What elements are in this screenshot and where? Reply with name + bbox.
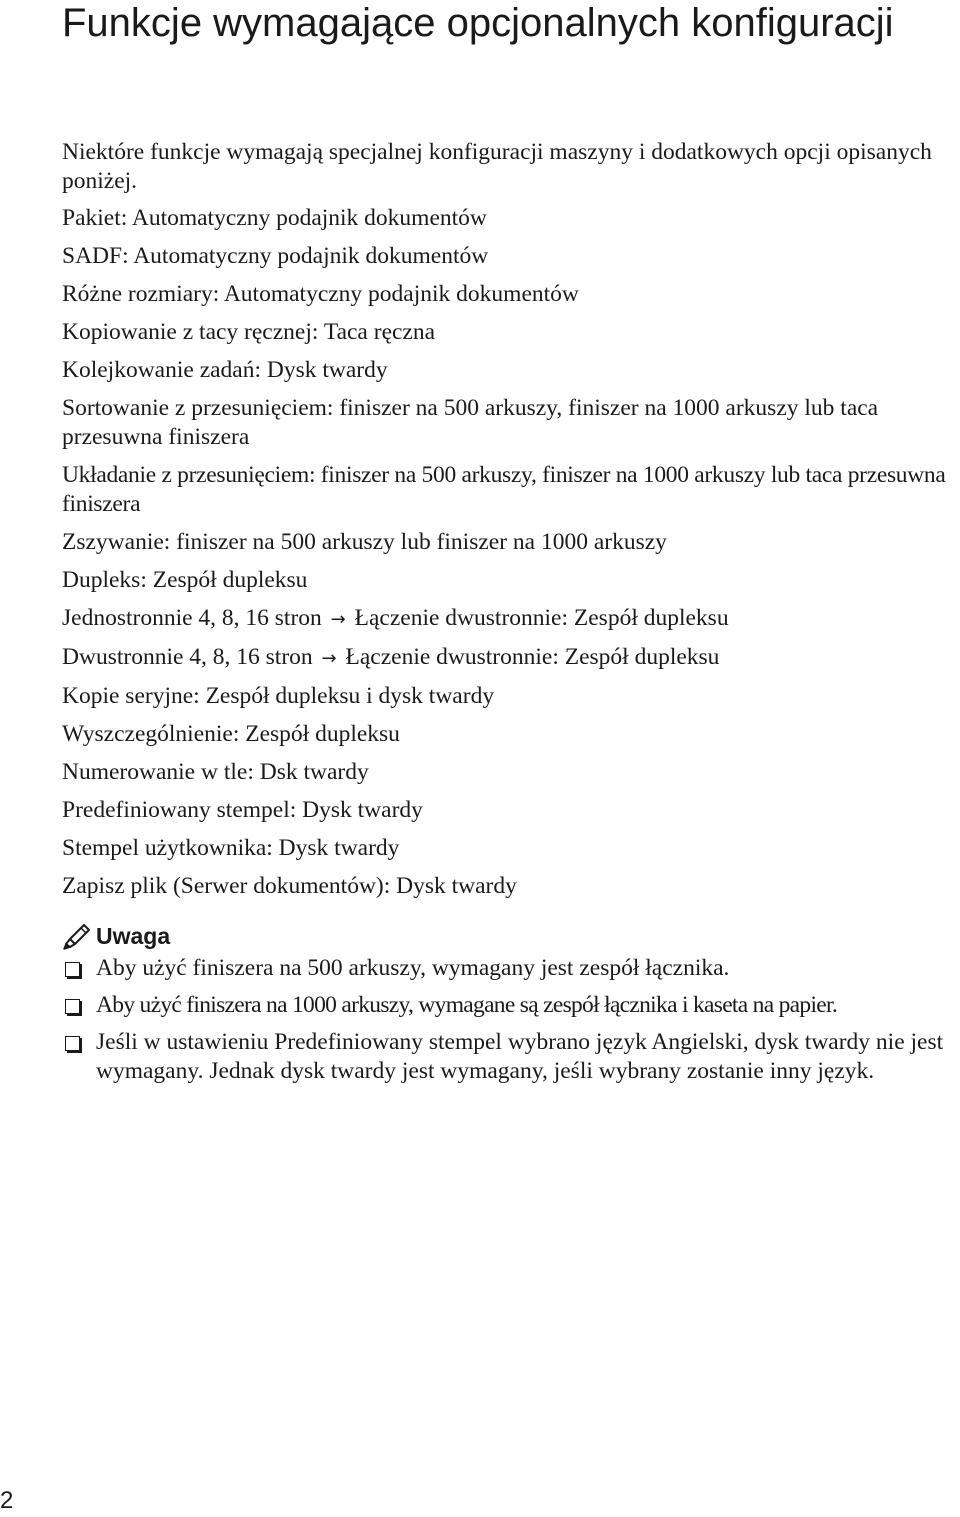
duplex-result: Łączenie dwustronnie: Zespół dupleksu (345, 644, 720, 670)
feature-item-duplex-double (62, 643, 958, 673)
feature-item: Sortowanie z przesunięciem: finiszer na 500 arkuszy, finiszer na 1000 arkuszy lub taca przesuwna finiszera (62, 395, 879, 450)
duplex-mode: Jednostronnie 4, 8, 16 stron (62, 605, 322, 631)
feature-item: Zapisz plik (Serwer dokumentów): Dysk twardy (62, 873, 517, 899)
feature-item: Różne rozmiary: Automatyczny podajnik dokumentów (62, 281, 579, 307)
pencil-icon (62, 922, 92, 950)
note-list (62, 954, 960, 1086)
feature-item: Kopie seryjne: Zespół dupleksu i dysk twardy (62, 683, 495, 709)
feature-item: Dupleks: Zespół dupleksu (62, 567, 308, 593)
duplex-mode: Dwustronnie 4, 8, 16 stron (62, 644, 313, 670)
feature-list (62, 204, 958, 901)
feature-item-duplex-single (62, 604, 958, 634)
page-number: 2 (0, 1487, 14, 1514)
feature-item: Układanie z przesunięciem: finiszer na 500 arkuszy, finiszer na 1000 arkuszy lub taca przesuwna finiszera (62, 462, 946, 517)
checkbox-icon (65, 1036, 80, 1051)
intro-paragraph: Niektóre funkcje wymagają specjalnej konfiguracji maszyny i dodatkowych opcji opisanych poniżej. (62, 139, 932, 194)
note-header (62, 918, 960, 954)
feature-item: Pakiet: Automatyczny podajnik dokumentów (62, 205, 487, 231)
feature-item: Kopiowanie z tacy ręcznej: Taca ręczna (62, 319, 436, 345)
page-title: Funkcje wymagające opcjonalnych konfiguracji (62, 1, 894, 45)
document-body (62, 138, 958, 910)
feature-item: Numerowanie w tle: Dsk twardy (62, 759, 369, 785)
duplex-result: Łączenie dwustronnie: Zespół dupleksu (354, 605, 729, 631)
feature-item: Kolejkowanie zadań: Dysk twardy (62, 357, 388, 383)
feature-item: SADF: Automatyczny podajnik dokumentów (62, 243, 489, 269)
checkbox-icon (65, 962, 80, 977)
note-item-text: Aby użyć finiszera na 1000 arkuszy, wymagane są zespół łącznika i kaseta na papier. (96, 992, 838, 1018)
feature-item: Zszywanie: finiszer na 500 arkuszy lub finiszer na 1000 arkuszy (62, 529, 667, 555)
feature-item: Stempel użytkownika: Dysk twardy (62, 835, 400, 861)
note-section (62, 918, 960, 1094)
arrow-right-icon: → (330, 609, 346, 630)
arrow-right-icon: → (321, 648, 337, 669)
feature-item: Predefiniowany stempel: Dysk twardy (62, 797, 423, 823)
note-title: Uwaga (96, 922, 171, 949)
note-item (62, 991, 960, 1020)
note-item (62, 954, 960, 983)
note-item-text: Jeśli w ustawieniu Predefiniowany stempel wybrano język Angielski, dysk twardy nie jest wymagany. Jednak dysk twardy jest wymagany, jeśli wybrany zostanie inny język. (96, 1029, 944, 1084)
note-item (62, 1028, 960, 1086)
feature-item: Wyszczególnienie: Zespół dupleksu (62, 721, 400, 747)
checkbox-icon (65, 999, 80, 1014)
note-item-text: Aby użyć finiszera na 500 arkuszy, wymagany jest zespół łącznika. (96, 955, 730, 981)
